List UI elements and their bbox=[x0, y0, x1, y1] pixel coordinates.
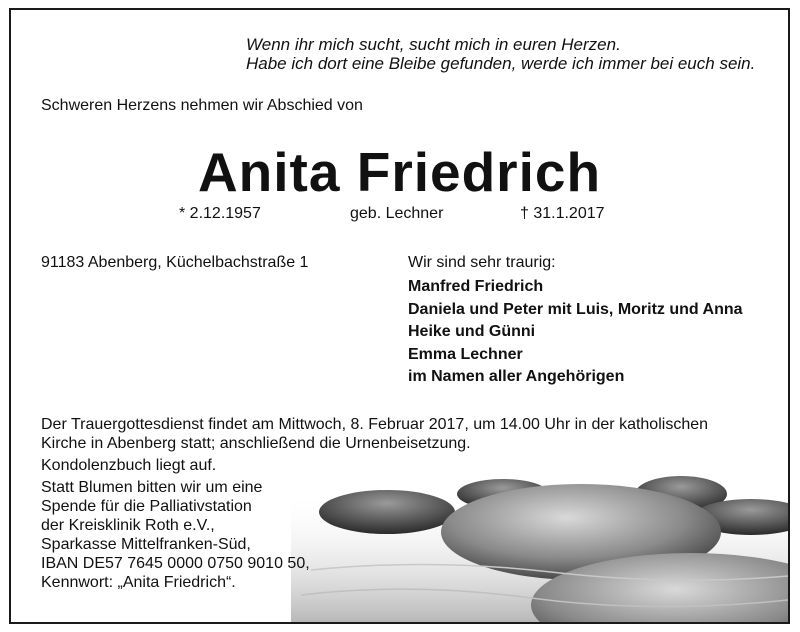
donation-line: Spende für die Palliativstation bbox=[41, 498, 252, 515]
obituary-notice bbox=[9, 8, 790, 624]
mourner-name: Heike und Günni bbox=[408, 323, 536, 340]
condolence-book-text: Kondolenzbuch liegt auf. bbox=[41, 457, 217, 474]
quote-line-1: Wenn ihr mich sucht, sucht mich in euren Herzen. bbox=[246, 35, 621, 54]
maiden-name: geb. Lechner bbox=[350, 205, 444, 222]
quote-line-2: Habe ich dort eine Bleibe gefunden, werde ich immer bei euch sein. bbox=[246, 54, 756, 73]
birth-date: * 2.12.1957 bbox=[179, 205, 261, 222]
donation-line: Statt Blumen bitten wir um eine bbox=[41, 479, 263, 496]
donation-line: Kennwort: „Anita Friedrich“. bbox=[41, 574, 236, 591]
service-text-line-2: Kirche in Abenberg statt; anschließend die Urnenbeisetzung. bbox=[41, 435, 471, 452]
mourners-heading: Wir sind sehr traurig: bbox=[408, 254, 556, 271]
address: 91183 Abenberg, Küchelbachstraße 1 bbox=[41, 254, 309, 271]
donation-line: Sparkasse Mittelfranken-Süd, bbox=[41, 536, 251, 553]
intro-text: Schweren Herzens nehmen wir Abschied von bbox=[41, 97, 363, 114]
mourner-name: Emma Lechner bbox=[408, 346, 523, 363]
donation-line: der Kreisklinik Roth e.V., bbox=[41, 517, 215, 534]
mourner-name: im Namen aller Angehörigen bbox=[408, 368, 625, 385]
mourner-name: Daniela und Peter mit Luis, Moritz und Anna bbox=[408, 301, 743, 318]
mourner-name: Manfred Friedrich bbox=[408, 278, 544, 295]
deceased-name: Anita Friedrich bbox=[197, 141, 602, 203]
death-date: † 31.1.2017 bbox=[520, 205, 605, 222]
service-text-line-1: Der Trauergottesdienst findet am Mittwoch, 8. Februar 2017, um 14.00 Uhr in der katholischen bbox=[41, 416, 709, 433]
donation-line: IBAN DE57 7645 0000 0750 9010 50, bbox=[41, 555, 310, 572]
